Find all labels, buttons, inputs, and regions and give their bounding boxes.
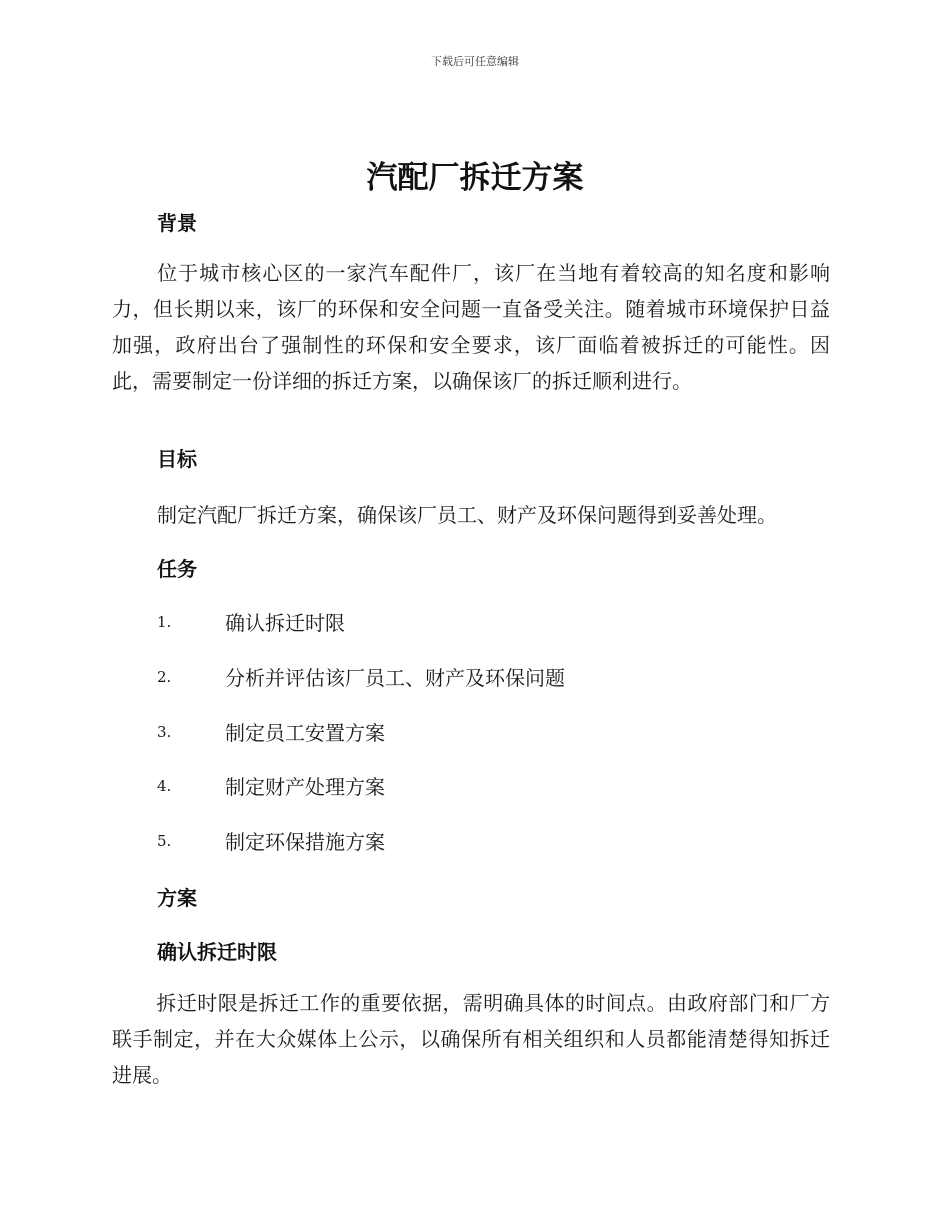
background-paragraph: [112, 255, 830, 399]
goal-heading: 目标: [157, 447, 197, 471]
list-number: 1.: [157, 613, 172, 631]
goal-paragraph: 制定汽配厂拆迁方案，确保该厂员工、财产及环保问题得到妥善处理。: [157, 503, 777, 527]
plan-heading: 方案: [157, 886, 197, 910]
page-header: 下载后可任意编辑: [431, 55, 519, 68]
list-text: 确认拆迁时限: [225, 611, 345, 635]
plan-paragraph: [112, 985, 830, 1093]
list-text: 制定财产处理方案: [225, 775, 385, 799]
list-text: 分析并评估该厂员工、财产及环保问题: [225, 666, 565, 690]
background-heading: 背景: [157, 211, 197, 235]
list-number: 3.: [157, 723, 172, 741]
plan-subheading: 确认拆迁时限: [157, 940, 277, 964]
list-number: 4.: [157, 777, 172, 795]
list-text: 制定员工安置方案: [225, 721, 385, 745]
document-title: 汽配厂拆迁方案: [366, 160, 584, 196]
list-text: 制定环保措施方案: [225, 830, 385, 854]
plan-text: 拆迁时限是拆迁工作的重要依据，需明确具体的时间点。由政府部门和厂方联手制定，并在大众媒体上公示，以确保所有相关组织和人员都能清楚得知拆迁进展。: [112, 991, 830, 1087]
list-number: 2.: [157, 668, 172, 686]
background-text: 位于城市核心区的一家汽车配件厂，该厂在当地有着较高的知名度和影响力，但长期以来，该厂的环保和安全问题一直备受关注。随着城市环境保护日益加强，政府出台了强制性的环保和安全要求，该厂面临着被拆迁的可能性。因此，需要制定一份详细的拆迁方案，以确保该厂的拆迁顺利进行。: [112, 261, 830, 393]
list-number: 5.: [157, 832, 172, 850]
tasks-heading: 任务: [157, 557, 197, 581]
